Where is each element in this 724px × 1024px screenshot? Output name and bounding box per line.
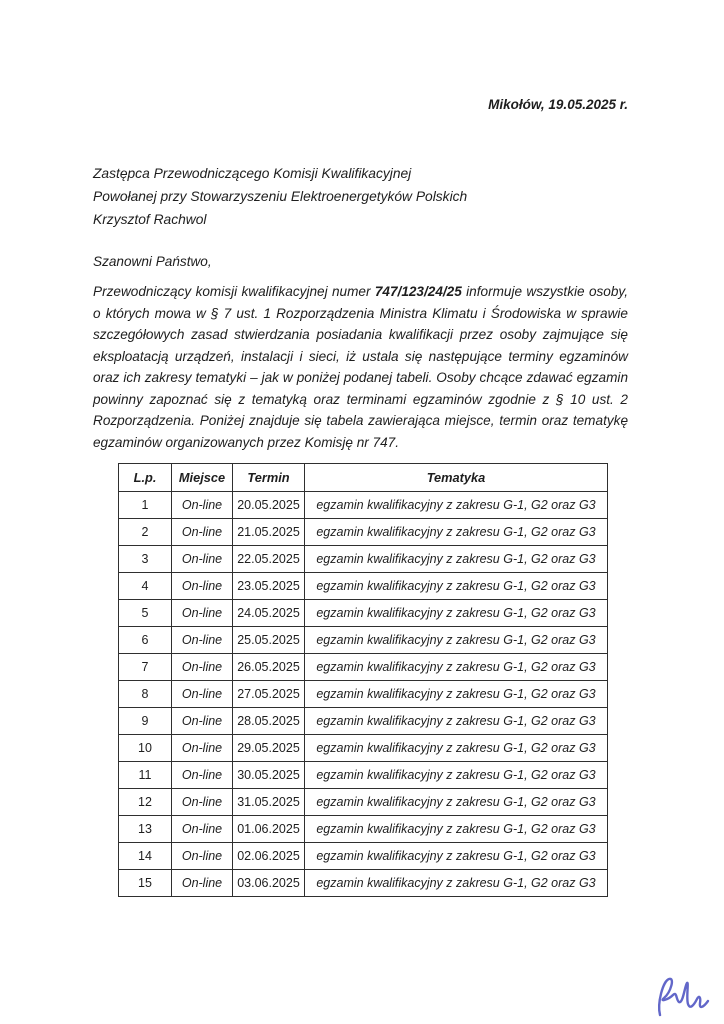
cell-tematyka: egzamin kwalifikacyjny z zakresu G-1, G2 oraz G3 (305, 546, 608, 573)
signature-stroke (659, 979, 708, 1015)
cell-lp: 1 (119, 492, 172, 519)
cell-termin: 30.05.2025 (233, 762, 305, 789)
cell-miejsce: On-line (172, 870, 233, 897)
exam-table-head (119, 464, 608, 492)
cell-lp: 4 (119, 573, 172, 600)
sender-block (93, 162, 628, 231)
header-lp: L.p. (119, 464, 172, 492)
cell-termin: 26.05.2025 (233, 654, 305, 681)
cell-tematyka: egzamin kwalifikacyjny z zakresu G-1, G2 oraz G3 (305, 627, 608, 654)
cell-miejsce: On-line (172, 708, 233, 735)
cell-tematyka: egzamin kwalifikacyjny z zakresu G-1, G2 oraz G3 (305, 681, 608, 708)
cell-lp: 7 (119, 654, 172, 681)
table-row (119, 762, 608, 789)
cell-lp: 15 (119, 870, 172, 897)
cell-termin: 22.05.2025 (233, 546, 305, 573)
cell-tematyka: egzamin kwalifikacyjny z zakresu G-1, G2 oraz G3 (305, 654, 608, 681)
cell-termin: 03.06.2025 (233, 870, 305, 897)
cell-lp: 11 (119, 762, 172, 789)
cell-termin: 01.06.2025 (233, 816, 305, 843)
cell-tematyka: egzamin kwalifikacyjny z zakresu G-1, G2 oraz G3 (305, 870, 608, 897)
table-row (119, 519, 608, 546)
cell-tematyka: egzamin kwalifikacyjny z zakresu G-1, G2 oraz G3 (305, 492, 608, 519)
table-row (119, 492, 608, 519)
cell-lp: 6 (119, 627, 172, 654)
cell-termin: 23.05.2025 (233, 573, 305, 600)
cell-lp: 13 (119, 816, 172, 843)
salutation: Szanowni Państwo, (93, 254, 212, 269)
cell-lp: 12 (119, 789, 172, 816)
cell-miejsce: On-line (172, 762, 233, 789)
cell-miejsce: On-line (172, 735, 233, 762)
cell-tematyka: egzamin kwalifikacyjny z zakresu G-1, G2 oraz G3 (305, 573, 608, 600)
cell-miejsce: On-line (172, 573, 233, 600)
cell-lp: 9 (119, 708, 172, 735)
handwritten-signature (650, 973, 720, 1021)
table-row (119, 573, 608, 600)
header-termin: Termin (233, 464, 305, 492)
table-row (119, 789, 608, 816)
cell-lp: 2 (119, 519, 172, 546)
cell-miejsce: On-line (172, 627, 233, 654)
cell-miejsce: On-line (172, 789, 233, 816)
cell-tematyka: egzamin kwalifikacyjny z zakresu G-1, G2 oraz G3 (305, 735, 608, 762)
sender-line-organization: Powołanej przy Stowarzyszeniu Elektroenergetyków Polskich (93, 189, 468, 204)
cell-termin: 25.05.2025 (233, 627, 305, 654)
cell-miejsce: On-line (172, 816, 233, 843)
cell-miejsce: On-line (172, 492, 233, 519)
cell-miejsce: On-line (172, 546, 233, 573)
cell-termin: 31.05.2025 (233, 789, 305, 816)
header-tematyka: Tematyka (305, 464, 608, 492)
cell-tematyka: egzamin kwalifikacyjny z zakresu G-1, G2 oraz G3 (305, 789, 608, 816)
body-text-before: Przewodniczący komisji kwalifikacyjnej numer (93, 284, 375, 299)
table-row (119, 654, 608, 681)
table-row (119, 600, 608, 627)
cell-miejsce: On-line (172, 681, 233, 708)
cell-termin: 21.05.2025 (233, 519, 305, 546)
table-row (119, 708, 608, 735)
cell-termin: 24.05.2025 (233, 600, 305, 627)
cell-termin: 28.05.2025 (233, 708, 305, 735)
cell-tematyka: egzamin kwalifikacyjny z zakresu G-1, G2 oraz G3 (305, 843, 608, 870)
cell-miejsce: On-line (172, 600, 233, 627)
cell-miejsce: On-line (172, 519, 233, 546)
cell-termin: 02.06.2025 (233, 843, 305, 870)
exam-table-body (119, 492, 608, 897)
table-row (119, 816, 608, 843)
header-miejsce: Miejsce (172, 464, 233, 492)
table-row (119, 843, 608, 870)
cell-miejsce: On-line (172, 654, 233, 681)
cell-lp: 8 (119, 681, 172, 708)
header-row (119, 464, 608, 492)
cell-termin: 20.05.2025 (233, 492, 305, 519)
cell-miejsce: On-line (172, 843, 233, 870)
table-row (119, 681, 608, 708)
cell-termin: 27.05.2025 (233, 681, 305, 708)
body-paragraph (93, 281, 628, 453)
cell-tematyka: egzamin kwalifikacyjny z zakresu G-1, G2 oraz G3 (305, 708, 608, 735)
cell-tematyka: egzamin kwalifikacyjny z zakresu G-1, G2 oraz G3 (305, 816, 608, 843)
cell-lp: 3 (119, 546, 172, 573)
cell-lp: 14 (119, 843, 172, 870)
cell-lp: 5 (119, 600, 172, 627)
cell-lp: 10 (119, 735, 172, 762)
table-row (119, 627, 608, 654)
commission-number: 747/123/24/25 (374, 284, 462, 299)
exam-schedule-table (118, 463, 608, 897)
sender-line-name: Krzysztof Rachwol (93, 212, 207, 227)
date-line: Mikołów, 19.05.2025 r. (488, 97, 628, 112)
cell-tematyka: egzamin kwalifikacyjny z zakresu G-1, G2 oraz G3 (305, 519, 608, 546)
cell-termin: 29.05.2025 (233, 735, 305, 762)
cell-tematyka: egzamin kwalifikacyjny z zakresu G-1, G2 oraz G3 (305, 600, 608, 627)
table-row (119, 870, 608, 897)
table-row (119, 735, 608, 762)
cell-tematyka: egzamin kwalifikacyjny z zakresu G-1, G2 oraz G3 (305, 762, 608, 789)
body-text-after: informuje wszystkie osoby, o których mowa w § 7 ust. 1 Rozporządzenia Ministra Klimatu i Środowiska w sprawie szczegółowych zasad stwierdzania posiadania kwalifikacji przez osoby zajmujące się eksploatacją urządzeń, instalacji i sieci, iż ustala się następujące terminy egzaminów oraz ich zakresy tematyki – jak w poniżej podanej tabeli. Osoby chcące zdawać egzamin powinny zapoznać się z tematyką oraz terminami egzaminów zgodnie z § 10 ust. 2 Rozporządzenia. Poniżej znajduje się tabela zawierająca miejsce, termin oraz tematykę egzaminów organizowanych przez Komisję nr 747. (93, 284, 628, 450)
table-row (119, 546, 608, 573)
sender-line-role: Zastępca Przewodniczącego Komisji Kwalifikacyjnej (93, 166, 412, 181)
